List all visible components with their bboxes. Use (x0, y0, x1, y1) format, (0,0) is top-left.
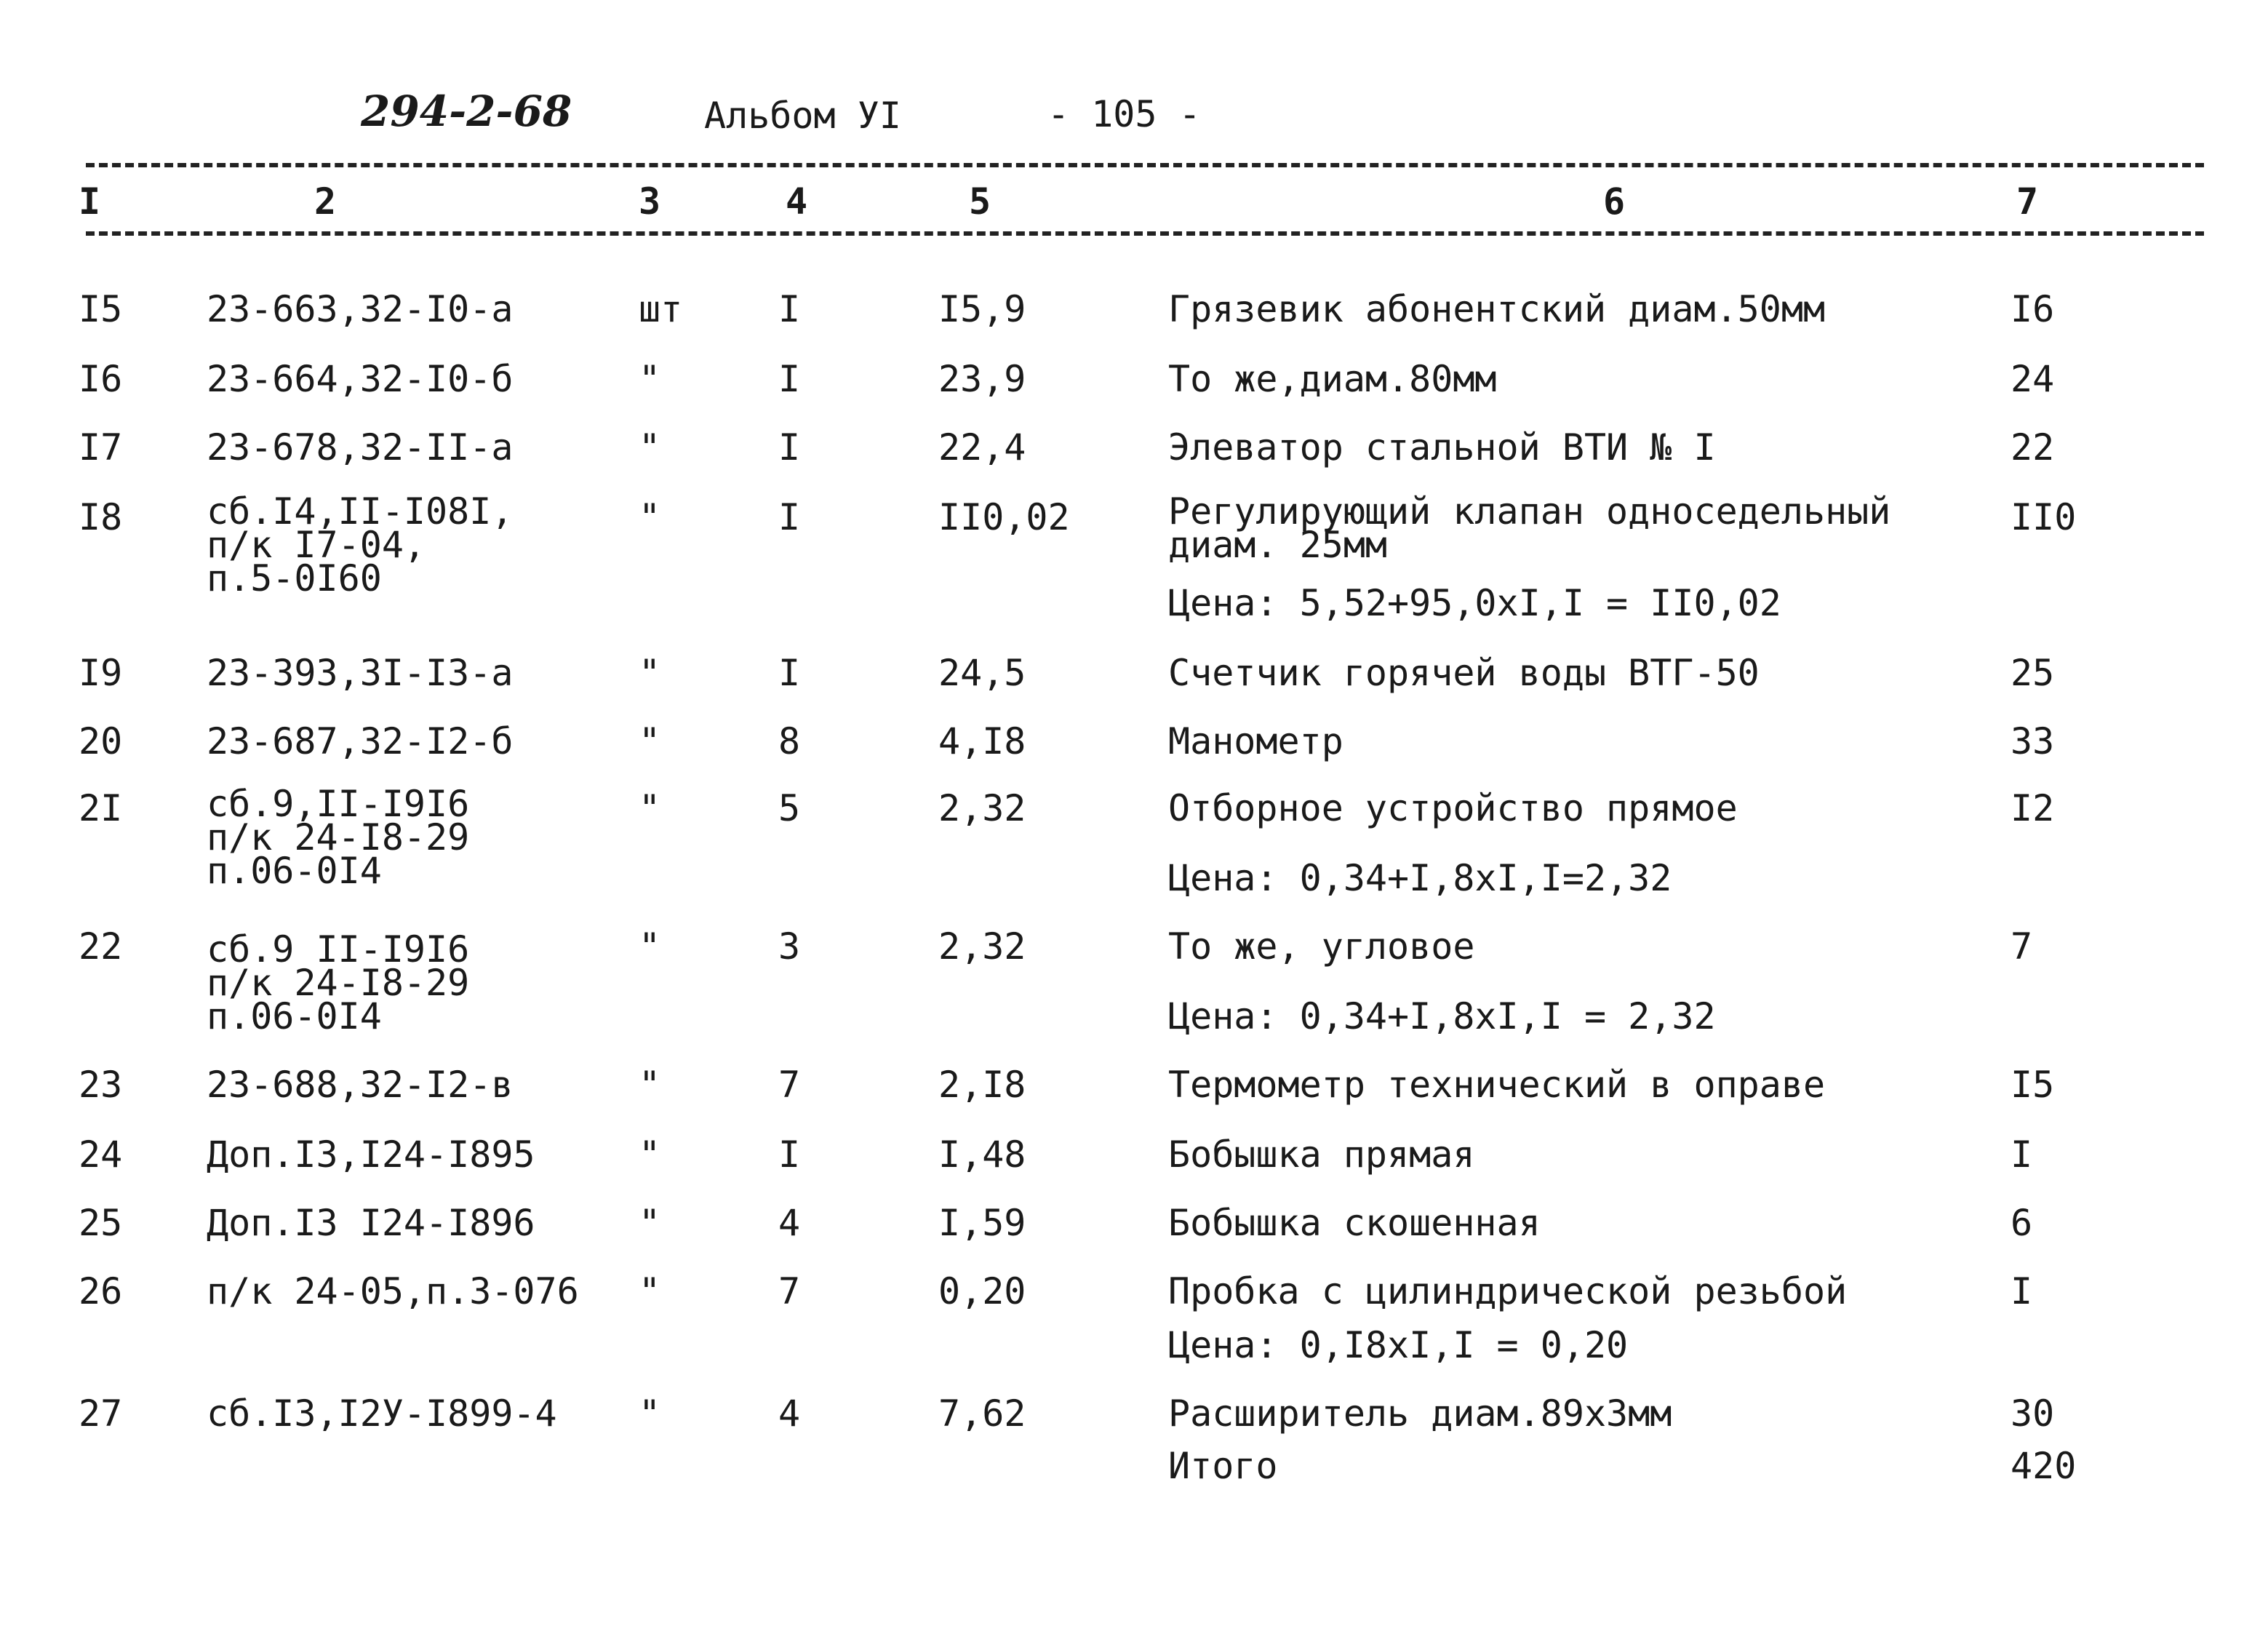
row-number: 20 (79, 720, 123, 762)
table-row (0, 490, 2268, 624)
row-number: 27 (79, 1392, 123, 1435)
total-weight: I6 (2011, 288, 2055, 330)
total-weight: 6 (2011, 1202, 2033, 1244)
catalog-code-line: п.5-0I60 (207, 557, 382, 599)
description: Термометр технический в оправе (1168, 1064, 1826, 1106)
unit: " (639, 1270, 661, 1312)
table-row (0, 1392, 2268, 1435)
total-weight: 24 (2011, 358, 2055, 400)
unit-weight: I,48 (938, 1133, 1026, 1176)
catalog-code: 23-664,32-I0-б (207, 358, 514, 400)
quantity: 4 (778, 1202, 801, 1244)
row-number: 2I (79, 787, 123, 829)
unit-weight: I,59 (938, 1202, 1026, 1244)
grand-total: 420 (2011, 1445, 2077, 1487)
catalog-code: сб.I3,I2У-I899-4 (207, 1392, 557, 1435)
total-weight: I5 (2011, 1064, 2055, 1106)
unit: " (639, 1202, 661, 1244)
column-header-2: 2 (314, 180, 337, 223)
header-bottom-divider (86, 231, 2204, 236)
table-row (0, 925, 2268, 1037)
description: Счетчик горячей воды ВТГ-50 (1168, 652, 1760, 694)
catalog-code-line: п/к 24-I8-29 (207, 962, 470, 1004)
table-row (0, 288, 2268, 330)
table-row (0, 358, 2268, 400)
total-weight: 25 (2011, 652, 2055, 694)
description: Грязевик абонентский диам.50мм (1168, 288, 1826, 330)
row-number: 24 (79, 1133, 123, 1176)
table-row (0, 1270, 2268, 1366)
page-number: - 105 - (1047, 93, 1201, 135)
column-header-row (0, 180, 2268, 223)
description-line: диам. 25мм (1168, 524, 1388, 566)
description: Элеватор стальной ВТИ № I (1168, 426, 1716, 469)
unit: " (639, 426, 661, 469)
price-calculation: Цена: 0,34+I,8хI,I = 2,32 (1168, 995, 1716, 1037)
unit: " (639, 925, 661, 968)
price-calculation: Цена: 0,34+I,8хI,I=2,32 (1168, 857, 1672, 899)
catalog-code (207, 928, 470, 1037)
quantity: I (778, 1133, 801, 1176)
unit-weight: 7,62 (938, 1392, 1026, 1435)
catalog-code: п/к 24-05,п.3-076 (207, 1270, 579, 1312)
catalog-code: 23-663,32-I0-а (207, 288, 514, 330)
unit-weight: 2,I8 (938, 1064, 1026, 1106)
quantity: I (778, 496, 801, 538)
total-weight: 22 (2011, 426, 2055, 469)
album-label: Альбом УI (704, 95, 901, 137)
catalog-code-line: п/к I7-04, (207, 524, 426, 566)
description-line: Регулирующий клапан односедельный (1168, 490, 1891, 533)
catalog-code: 23-687,32-I2-б (207, 720, 514, 762)
unit-weight: 22,4 (938, 426, 1026, 469)
catalog-code-line: сб.9,II-I9I6 (207, 783, 470, 825)
table-row (0, 1133, 2268, 1176)
description: То же, угловое (1168, 925, 1475, 968)
quantity: 7 (778, 1064, 801, 1106)
catalog-code-line: п.06-0I4 (207, 995, 382, 1037)
total-weight: I2 (2011, 787, 2055, 829)
unit-weight: II0,02 (938, 496, 1070, 538)
unit: " (639, 787, 661, 829)
catalog-code: Доп.I3 I24-I896 (207, 1202, 535, 1244)
quantity: 4 (778, 1392, 801, 1435)
unit: " (639, 358, 661, 400)
row-number: I5 (79, 288, 123, 330)
column-header-6: 6 (1603, 180, 1626, 223)
row-number: I8 (79, 496, 123, 538)
description: Бобышка скошенная (1168, 1202, 1541, 1244)
table-row (0, 426, 2268, 469)
row-number: 23 (79, 1064, 123, 1106)
total-weight: 30 (2011, 1392, 2055, 1435)
table-row (0, 783, 2268, 899)
unit-weight: 2,32 (938, 925, 1026, 968)
unit: " (639, 1133, 661, 1176)
column-header-3: 3 (639, 180, 661, 223)
description: То же,диам.80мм (1168, 358, 1497, 400)
quantity: 3 (778, 925, 801, 968)
unit-weight: I5,9 (938, 288, 1026, 330)
catalog-code-line: сб.9 II-I9I6 (207, 928, 470, 971)
unit: шт (639, 288, 683, 330)
unit-weight: 2,32 (938, 787, 1026, 829)
unit: " (639, 652, 661, 694)
row-number: I9 (79, 652, 123, 694)
handwritten-document-code: 294-2-68 (361, 87, 572, 136)
catalog-code: 23-678,32-II-а (207, 426, 514, 469)
row-number: I6 (79, 358, 123, 400)
catalog-code-line: п/к 24-I8-29 (207, 816, 470, 858)
catalog-code: 23-688,32-I2-в (207, 1064, 514, 1106)
quantity: I (778, 426, 801, 469)
description: Бобышка прямая (1168, 1133, 1475, 1176)
price-calculation: Цена: 0,I8хI,I = 0,20 (1168, 1324, 1629, 1366)
unit-weight: 0,20 (938, 1270, 1026, 1312)
total-weight: I (2011, 1133, 2033, 1176)
description: Отборное устройство прямое (1168, 787, 1738, 829)
total-weight: I (2011, 1270, 2033, 1312)
description: Пробка с цилиндрической резьбой (1168, 1270, 1848, 1312)
unit: " (639, 1064, 661, 1106)
total-weight: 33 (2011, 720, 2055, 762)
unit: " (639, 720, 661, 762)
row-number: 22 (79, 925, 123, 968)
catalog-code: Доп.I3,I24-I895 (207, 1133, 535, 1176)
column-header-5: 5 (969, 180, 991, 223)
catalog-code-line: п.06-0I4 (207, 850, 382, 892)
column-header-7: 7 (2016, 180, 2039, 223)
description: Манометр (1168, 720, 1343, 762)
quantity: I (778, 288, 801, 330)
price-calculation: Цена: 5,52+95,0хI,I = II0,02 (1168, 582, 1781, 624)
catalog-code (207, 490, 514, 599)
total-weight: 7 (2011, 925, 2033, 968)
quantity: 8 (778, 720, 801, 762)
unit-weight: 24,5 (938, 652, 1026, 694)
total-label: Итого (1168, 1445, 1278, 1487)
total-weight: II0 (2011, 496, 2077, 538)
row-number: 26 (79, 1270, 123, 1312)
table-row (0, 720, 2268, 762)
catalog-code (207, 783, 470, 892)
catalog-code: 23-393,3I-I3-а (207, 652, 514, 694)
unit: " (639, 1392, 661, 1435)
row-number: I7 (79, 426, 123, 469)
quantity: 7 (778, 1270, 801, 1312)
description: Расширитель диам.89х3мм (1168, 1392, 1672, 1435)
header-top-divider (86, 163, 2204, 167)
quantity: I (778, 652, 801, 694)
catalog-code-line: сб.I4,II-I08I, (207, 490, 514, 533)
unit-weight: 4,I8 (938, 720, 1026, 762)
row-number: 25 (79, 1202, 123, 1244)
column-header-1: I (79, 180, 101, 223)
unit-weight: 23,9 (938, 358, 1026, 400)
unit: " (639, 496, 661, 538)
quantity: I (778, 358, 801, 400)
column-header-4: 4 (786, 180, 808, 223)
description (1168, 490, 1891, 566)
quantity: 5 (778, 787, 801, 829)
